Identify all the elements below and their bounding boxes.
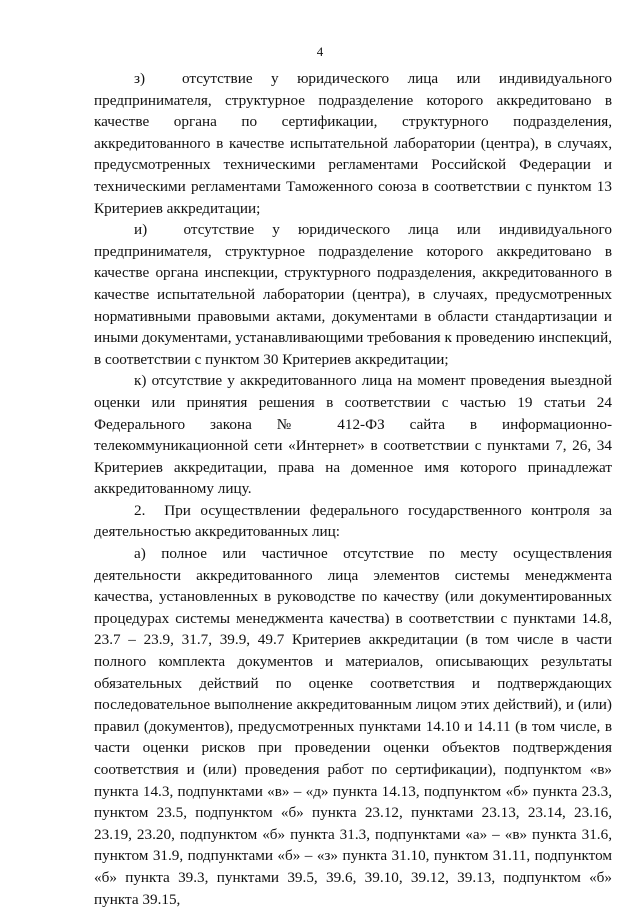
paragraph-z: з) отсутствие у юридического лица или индивидуального предпринимателя, структурное подразделение которого аккредитовано в качестве органа по сертификации, структурного подразделения, аккредитованного в качестве испытательной лаборатории (центра), в случаях, предусмотренных техническими регламентами Российской Федерации и техническими регламентами Таможенного союза в соответствии с пунктом 13 Критериев аккредитации; xyxy=(94,70,612,217)
paragraph-i: и) отсутствие у юридического лица или индивидуального предпринимателя, структурное подразделение которого аккредитовано в качестве органа инспекции, структурного подразделения, аккредитованного в качестве испытательной лаборатории (центра), в случаях, предусмотренных нормативными правовыми актами, документами в области стандартизации и иными документами, устанавливающими требования к проведению инспекций, в соответствии с пунктом 30 Критериев аккредитации; xyxy=(94,221,612,368)
document-body xyxy=(94,68,612,910)
paragraph-2: 2. При осуществлении федерального государственного контроля за деятельностью аккредитованных лиц: xyxy=(94,501,612,541)
paragraph-k: к) отсутствие у аккредитованного лица на момент проведения выездной оценки или принятия решения в соответствии с частью 19 статьи 24 Федерального закона № 412-ФЗ сайта в информационно-телекоммуникационной сети «Интернет» в соответствии с пунктами 7, 26, 34 Критериев аккредитации, права на доменное имя которого принадлежат аккредитованному лицу. xyxy=(94,372,612,498)
page-number: 4 xyxy=(316,44,324,59)
paragraph-a: а) полное или частичное отсутствие по месту осуществления деятельности аккредитованного лица элементов системы менеджмента качества, установленных в руководстве по качеству (или документированных процедурах системы менеджмента качества) в соответствии с пунктами 14.8, 23.7 – 23.9, 31.7, 39.9, 49.7 Критериев аккредитации (в том числе в части полного комплекта документов и материалов, описывающих результаты обязательных действий по оценке соответствия и подтверждающих последовательное выполнение аккредитованным лицом этих действий), и (или) правил (документов), предусмотренных пунктами 14.10 и 14.11 (в том числе, в части оценки рисков при проведении оценки объектов подтверждения соответствия и (или) проведения работ по сертификации), подпунктом «в» пункта 14.3, подпунктами «в» – «д» пункта 14.13, подпунктом «б» пункта 23.3, пунктом 23.5, подпунктом «б» пункта 23.12, пунктами 23.13, 23.14, 23.16, 23.19, 23.20, подпунктом «б» пункта 31.3, подпунктами «а» – «в» пункта 31.6, пунктом 31.9, подпунктами «б» – «з» пункта 31.10, пунктом 31.11, подпунктом «б» пункта 39.3, пунктами 39.5, 39.6, 39.10, 39.12, 39.13, подпунктом «б» пункта 39.15, xyxy=(94,545,612,908)
